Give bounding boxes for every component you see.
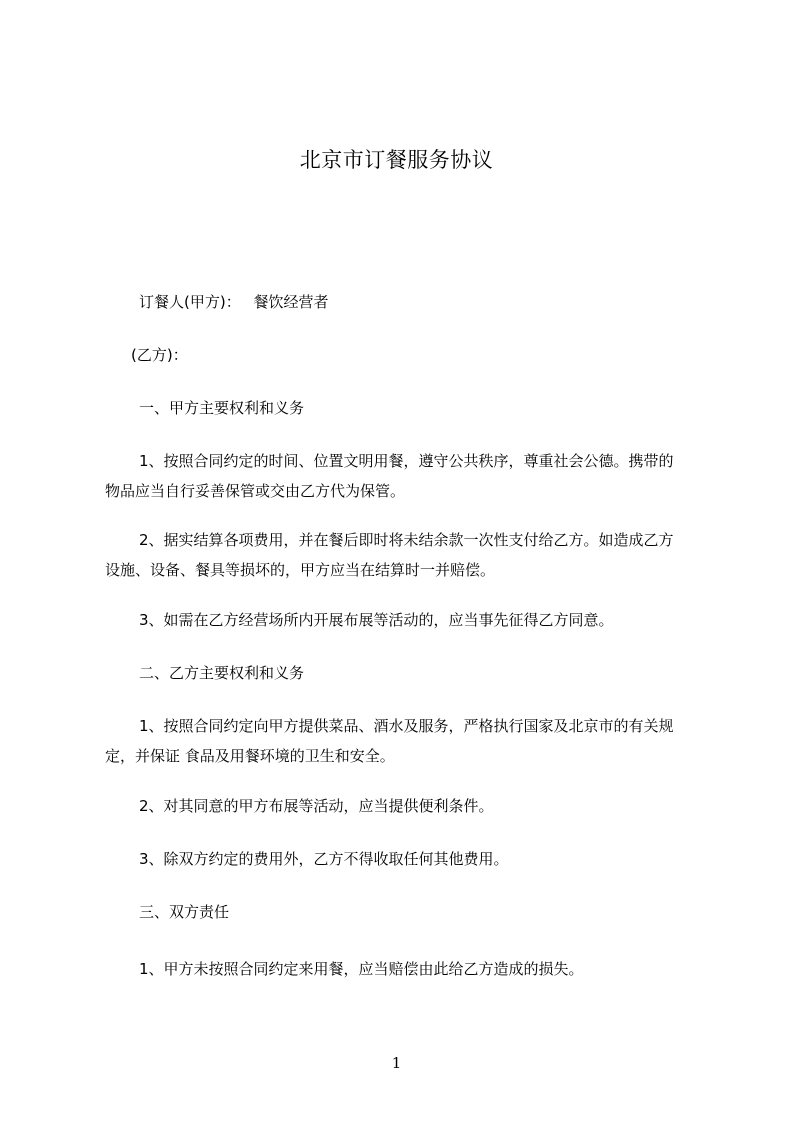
clause-text: 2、对其同意的甲方布展等活动，应当提供便利条件。 xyxy=(139,797,494,815)
clause-text: 1、按照合同约定的时间、位置文明用餐，遵守公共秩序，尊重社会公德。携带的 xyxy=(139,452,674,470)
clause-text: 设施、设备、餐具等损坏的，甲方应当在结算时一并赔偿。 xyxy=(105,561,496,579)
clause-text: 3、除双方约定的费用外，乙方不得收取任何其他费用。 xyxy=(139,850,509,868)
document-title: 北京市订餐服务协议 xyxy=(299,148,494,172)
page-number: 1 xyxy=(391,1054,402,1072)
party-a-value: 餐饮经营者 xyxy=(253,293,329,311)
clause-paragraph xyxy=(105,711,715,771)
section-heading: 一、甲方主要权利和义务 xyxy=(139,399,305,417)
clause-paragraph xyxy=(105,525,715,585)
clause-text: 物品应当自行妥善保管或交由乙方代为保管。 xyxy=(105,482,406,500)
section-heading: 二、乙方主要权利和义务 xyxy=(139,664,305,682)
clause-text: 1、按照合同约定向甲方提供菜品、酒水及服务，严格执行国家及北京市的有关规 xyxy=(139,717,674,735)
party-a-label: 订餐人(甲方)： xyxy=(139,293,241,311)
clause-text: 3、如需在乙方经营场所内开展布展等活动的，应当事先征得乙方同意。 xyxy=(139,611,614,629)
section-heading: 三、双方责任 xyxy=(139,903,230,921)
clause-paragraph xyxy=(105,446,715,506)
clause-text: 2、据实结算各项费用，并在餐后即时将未结余款一次性支付给乙方。如造成乙方 xyxy=(139,531,674,549)
clause-text: 定，并保证 食品及用餐环境的卫生和安全。 xyxy=(105,747,395,765)
party-a-line xyxy=(139,287,329,317)
clause-text: 1、甲方未按照合同约定来用餐，应当赔偿由此给乙方造成的损失。 xyxy=(139,960,584,978)
party-b-label: (乙方)： xyxy=(131,346,188,364)
